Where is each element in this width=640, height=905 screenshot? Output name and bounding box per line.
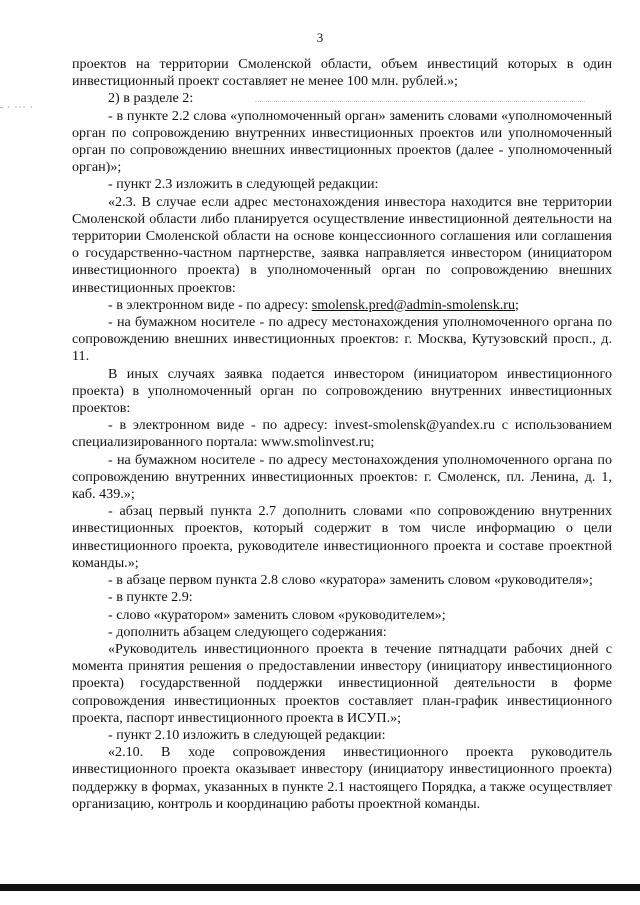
paragraph-1: проектов на территории Смоленской области, объем инвестиций которых в один инвестиционный проект составляет не менее 100 млн. рублей.»; [72, 56, 612, 90]
paragraph-point-2-3-intro: - пункт 2.3 изложить в следующей редакции: [108, 176, 379, 193]
scan-bottom-edge [0, 884, 640, 891]
paragraph-paper-external: - на бумажном носителе - по адресу местонахождения уполномоченного органа по сопровождению внешних инвестиционных проектов: г. Москва, Кутузовский просп., д. 11. [72, 314, 612, 365]
email-link[interactable]: smolensk.pred@admin-smolensk.ru [311, 296, 516, 313]
paragraph-add-paragraph: - дополнить абзацем следующего содержания: [108, 623, 387, 640]
paragraph-point-2-10-text: «2.10. В ходе сопровождения инвестиционного проекта руководитель инвестиционного проекта оказывает инвестору (инициатору инвестиционного проекта) поддержку в формах, указанных в пункте 2.1 настоящего Порядка, а также осуществляет организацию, контроль и координацию работы проектной команды. [72, 744, 612, 812]
paragraph-project-head: «Руководитель инвестиционного проекта в течение пятнадцати рабочих дней с момента принятия решения о предоставлении инвестору (инициатору инвестиционного проекта) государственной поддержки инвестиционной деятельности в форме сопровождения инвестиционных проектов составляет план-график инвестиционного проекта, паспорт инвестиционного проекта в ИСУП.»; [72, 640, 612, 726]
paragraph-email-internal: - в электронном виде - по адресу: invest-smolensk@yandex.ru с использованием специализированного портала: www.smolinvest.ru; [72, 417, 612, 451]
email-suffix: ; [515, 296, 519, 313]
paragraph-other-cases: В иных случаях заявка подается инвестором (инициатором инвестиционного проекта) в уполномоченный орган по сопровождению внутренних инвестиционных проектов: [72, 365, 612, 417]
paragraph-section-2: 2) в разделе 2: [108, 90, 194, 107]
page-number: 3 [316, 30, 324, 45]
paragraph-point-2-3-text: «2.3. В случае если адрес местонахождения инвестора находится вне территории Смоленской области либо планируется осуществление инвестиционной деятельности на территории Смоленской области на основе концессионного соглашения или соглашения о государственно-частном партнерстве, заявка направляется инвестором (инициатором инвестиционного проекта) в уполномоченный орган по сопровождению внешних инвестиционных проектов: [72, 193, 612, 296]
paragraph-point-2-10-intro: - пункт 2.10 изложить в следующей редакции: [108, 726, 386, 743]
email-prefix: - в электронном виде - по адресу: [108, 296, 312, 313]
paragraph-point-2-2: - в пункте 2.2 слова «уполномоченный орган» заменить словами «уполномоченный орган по сопровождению внутренних инвестиционных проектов или уполномоченный орган по сопровождению внешних инвестиционных проектов (далее - уполномоченный орган)»; [72, 107, 612, 176]
paragraph-point-2-9: - в пункте 2.9: [108, 589, 193, 606]
paragraph-replace-curator: - слово «куратором» заменить словом «руководителем»; [108, 606, 446, 623]
paragraph-paper-internal: - на бумажном носителе - по адресу местонахождения уполномоченного органа по сопровождению внутренних инвестиционных проектов: г. Смоленск, пл. Ленина, д. 1, каб. 439.»; [72, 451, 612, 503]
document-body [72, 56, 612, 813]
paragraph-email-external [72, 297, 612, 314]
paragraph-point-2-8: - в абзаце первом пункта 2.8 слово «куратора» заменить словом «руководителя»; [108, 572, 593, 589]
scan-noise: - · ··· · [0, 102, 34, 112]
paragraph-point-2-7: - абзац первый пункта 2.7 дополнить словами «по сопровождению внутренних инвестиционных проектов, который содержит в том числе информацию о цели инвестиционного проекта, руководителе инвестиционного проекта и составе проектной команды.»; [72, 503, 612, 571]
